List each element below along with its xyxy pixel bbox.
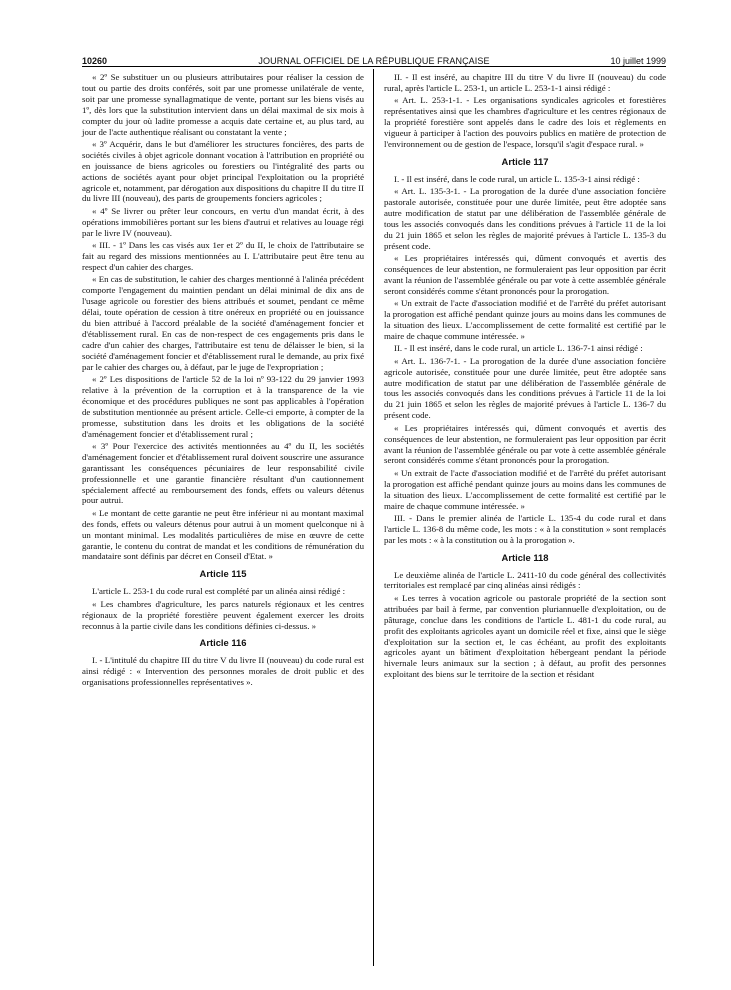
paragraph: III. - Dans le premier alinéa de l'article L. 135-4 du code rural et dans l'article L. 136-8 du même code, les mots : « à la constitution » sont remplacés par les mots : « à la constitution ou à la prorogation ». — [384, 512, 666, 545]
paragraph: « En cas de substitution, le cahier des charges mentionné à l'alinéa précédent comporte l'engagement du maintien pendant un délai minimal de dix ans de l'usage agricole ou forestier des biens attribués et soumet, pendant ce même délai, toute opération de cession à titre onéreux en propriété ou en jouissance du bien attribué à l'accord préalable de la société d'aménagement foncier et d'établissement rural. En cas de non-respect de ces engagements pris dans le cadre d'un cahier des charges, l'attributaire est tenu de délaisser le bien, si la société d'aménagement foncier et d'établissement rural le demande, au prix fixé par le cahier des charges ou, à défaut, par le juge de l'expropriation ; — [82, 274, 364, 372]
paragraph: II. - Il est inséré, dans le code rural, un article L. 136-7-1 ainsi rédigé : — [394, 343, 643, 354]
paragraph: « 4º Se livrer ou prêter leur concours, en vertu d'un mandat écrit, à des opérations immobilières portant sur les biens d'autrui et relatives au louage régi par le livre IV (nouveau). — [82, 205, 364, 238]
article-heading-118: Article 118 — [501, 551, 549, 563]
paragraph: « Art. L. 135-3-1. - La prorogation de la durée d'une association foncière pastorale autorisée, constituée pour une durée limitée, peut être adoptée sans autre modification de statut par une délibération de l'assemblée générale de tous les associés convoqués dans les conditions prévues à l'article 11 de la loi du 21 juin 1865 et selon les règles de majorité prévues à l'article L. 135-3 du présent code. — [384, 186, 666, 251]
paragraph: « 2º Les dispositions de l'article 52 de la loi nº 93-122 du 29 janvier 1993 relative à la prévention de la corruption et à la transparence de la vie économique et des procédures publiques ne sont pas applicables à l'opération de substitution mentionnée au présent article. Celle-ci emporte, à compter de la promesse, substitution dans les droits et les obligations de la société d'aménagement foncier et d'établissement rural ; — [82, 373, 364, 439]
paragraph: I. - L'intitulé du chapitre III du titre V du livre II (nouveau) du code rural est ainsi rédigé : « Intervention des personnes morales de droit public et des organisations professionnelles représentatives ». — [82, 655, 364, 688]
left-paragraphs-b — [82, 586, 364, 631]
paragraph: « III. - 1º Dans les cas visés aux 1er et 2º du II, le choix de l'attributaire se fait au regard des missions mentionnées au I. L'attributaire peut être tenu au respect d'un cahier des charges. — [82, 240, 364, 272]
paragraph: I. - Il est inséré, dans le code rural, un article L. 135-3-1 ainsi rédigé : — [394, 173, 640, 184]
publication-date: 10 juillet 1999 — [610, 56, 666, 66]
paragraph: II. - Il est inséré, au chapitre III du titre V du livre II (nouveau) du code rural, après l'article L. 253-1, un article L. 253-1-1 ainsi rédigé : — [384, 72, 666, 93]
paragraph: « 2º Se substituer un ou plusieurs attributaires pour réaliser la cession de tout ou partie des droits conférés, soit par une promesse unilatérale de vente, soit par une promesse synallagmatique de vente, portant sur les biens visés au 1º, dès lors que la substitution intervient dans un délai maximal de six mois à compter du jour où ladite promesse a acquis date certaine et, au plus tard, au jour de l'acte authentique réalisant ou constatant la vente ; — [82, 72, 364, 137]
paragraph: « Le montant de cette garantie ne peut être inférieur ni au montant maximal des fonds, effets ou valeurs détenus pour autrui à un moment quelconque ni à un montant minimal. Les modalités particulières de mise en œuvre de cette garantie, le contenu du contrat de mandat et les conditions de rémunération du mandataire sont définis par décret en Conseil d'Etat. » — [82, 507, 364, 562]
left-paragraphs-a — [82, 72, 364, 562]
paragraph: L'article L. 253-1 du code rural est complété par un alinéa ainsi rédigé : — [92, 586, 346, 597]
paragraph: « 3º Acquérir, dans le but d'améliorer les structures foncières, des parts de sociétés civiles à objet agricole donnant vocation à l'attribution en propriété ou en jouissance de biens agricoles ou forestiers ou l'intégralité des parts ou actions de sociétés ayant pour objet principal l'exploitation ou la propriété agricole et, notamment, par dérogation aux dispositions du chapitre II du titre II du livre III (nouveau), des parts de groupements fonciers agricoles ; — [82, 138, 364, 204]
paragraph: « Les chambres d'agriculture, les parcs naturels régionaux et les centres régionaux de la propriété forestière peuvent également exercer les droits reconnus à la partie civile dans les conditions définies ci-dessus. » — [82, 598, 364, 631]
paragraph: « Les terres à vocation agricole ou pastorale propriété de la section sont attribuées par bail à ferme, par convention pluriannuelle d'exploitation, ou de pâturage, conclue dans les conditions de l'article L. 481-1 du code rural, au profit des exploitants agricoles ayant un domicile réel et fixe, ainsi que le siège d'exploitation sur la section et, le cas échéant, au profit des exploitants agricoles ayant un bâtiment d'exploitation hébergeant pendant la période hivernale leurs animaux sur la section ; à défaut, au profit des personnes exploitant des biens sur le territoire de la section et résidant — [384, 592, 666, 680]
paragraph: « Les propriétaires intéressés qui, dûment convoqués et avertis des conséquences de leur abstention, ne formuleraient pas leur opposition par écrit avant la réunion de l'assemblée générale ou par vote à cette assemblée générale seront considérés comme s'étant prononcés pour la prorogation. — [384, 253, 666, 296]
paragraph: « 3º Pour l'exercice des activités mentionnées au 4º du II, les sociétés d'aménagement foncier et d'établissement rural doivent souscrire une assurance garantissant les conséquences pécuniaires de leur responsabilité civile professionnelle et une garantie financière résultant d'un cautionnement spécialement affecté au remboursement des fonds, effets ou valeurs détenus pour autrui. — [82, 440, 364, 506]
page-number: 10260 — [82, 56, 108, 66]
left-paragraphs-c — [82, 655, 364, 688]
column-divider — [373, 69, 374, 966]
paragraph: « Un extrait de l'acte d'association modifié et de l'arrêté du préfet autorisant la prorogation est affiché pendant quinze jours au moins dans les communes de la situation des lieux. L'accomplissement de cette formalité est certifié par le maire de chaque commune intéressée. » — [384, 467, 666, 511]
right-column — [384, 72, 666, 682]
right-paragraphs-a — [384, 72, 666, 150]
paragraph: Le deuxième alinéa de l'article L. 2411-10 du code général des collectivités territoriales est remplacé par cinq alinéas ainsi rédigés : — [384, 569, 666, 591]
article-heading-117: Article 117 — [501, 155, 549, 167]
left-column — [82, 72, 364, 690]
right-paragraphs-c — [384, 570, 666, 681]
paragraph: « Les propriétaires intéressés qui, dûment convoqués et avertis des conséquences de leur abstention, ne formuleraient pas leur opposition par écrit avant la réunion de l'assemblée générale ou par vote à cette assemblée générale seront considérés comme s'étant prononcés pour la prorogation. — [384, 422, 666, 466]
article-heading-116: Article 116 — [199, 637, 247, 649]
page-header — [82, 42, 666, 64]
paragraph: « Art. L. 253-1-1. - Les organisations syndicales agricoles et forestières représentatives ainsi que les chambres d'agriculture et les centres régionaux de la propriété forestière sont appelés dans le cadre des lois et règlements en vigueur à participer à l'action des pouvoirs publics en matière de protection de l'environnement ou de gestion de l'espace, lorsqu'il s'agit d'espace rural. » — [384, 95, 666, 149]
header-rule — [82, 66, 666, 67]
journal-title: JOURNAL OFFICIEL DE LA RÉPUBLIQUE FRANÇAISE — [258, 56, 490, 66]
right-paragraphs-b — [384, 174, 666, 546]
article-heading-115: Article 115 — [199, 568, 247, 580]
paragraph: « Un extrait de l'acte d'association modifié et de l'arrêté du préfet autorisant la prorogation est affiché pendant quinze jours au moins dans les communes de la situation des lieux. L'accomplissement de cette formalité est certifié par le maire de chaque commune intéressée. » — [384, 298, 666, 341]
paragraph: « Art. L. 136-7-1. - La prorogation de la durée d'une association foncière agricole autorisée, constituée pour une durée limitée, peut être adoptée sans autre modification de statut par une délibération de l'assemblée générale de tous les associés convoqués dans les conditions prévues à l'article 11 de la loi du 21 juin 1865 et selon les règles de majorité prévues à l'article L. 136-7 du présent code. — [384, 355, 666, 421]
